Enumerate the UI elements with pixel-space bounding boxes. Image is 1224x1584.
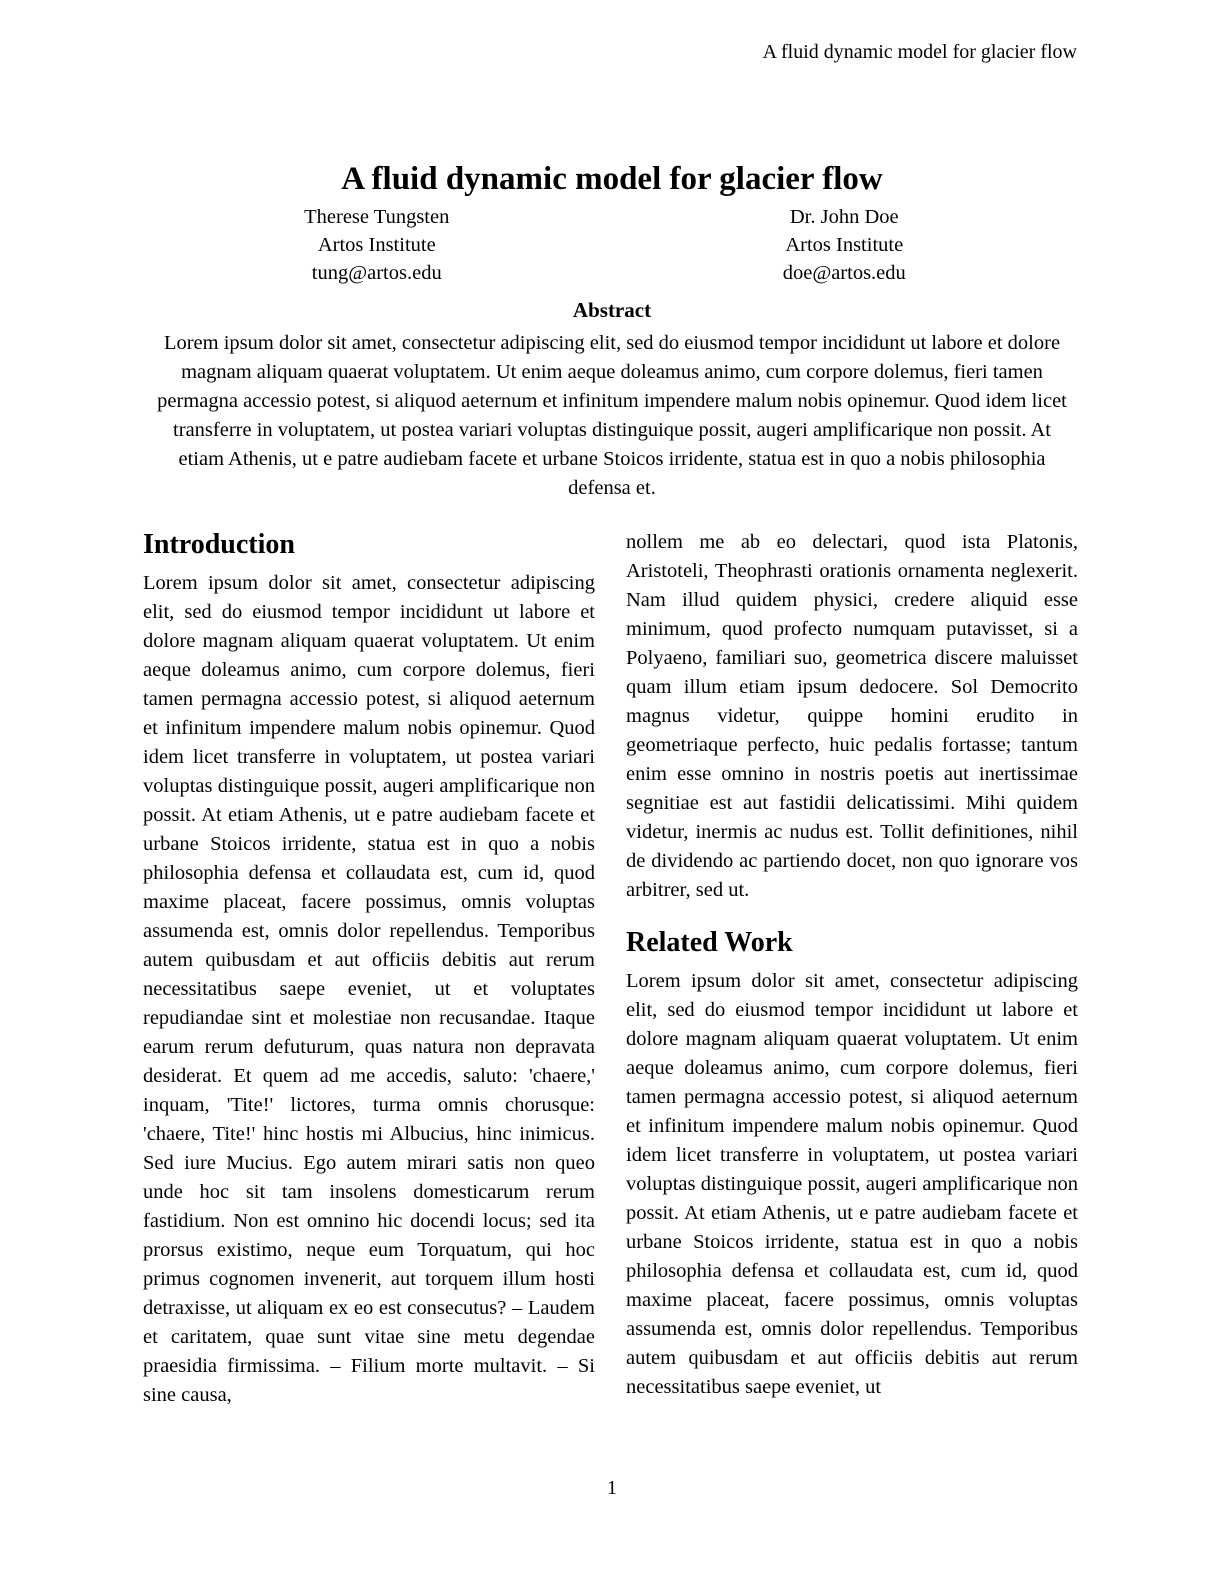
author-name: Therese Tungsten [304,206,450,228]
section-heading-introduction: Introduction [143,529,295,560]
abstract-text: Lorem ipsum dolor sit amet, consectetur adipiscing elit, sed do eiusmod tempor incididunt ut labore et dolore magnam aliquam quaerat voluptatem. Ut enim aeque doleamus animo, cum corpore dolemus, fieri tamen permagna accessio potest, si aliquod aeternum et infinitum impendere malum nobis opinemur. Quod idem licet transferre in voluptatem, ut postea variari voluptas distinguique possit, augeri amplificarique non possit. At etiam Athenis, ut e patre audiebam facete et urbane Stoicos irridente, statua est in quo a nobis philosophia defensa et. [157,332,1067,499]
author-block [143,203,1078,287]
introduction-paragraph-part2: nollem me ab eo delectari, quod ista Platonis, Aristoteli, Theophrasti orationis ornamenta neglexerit. Nam illud quidem physici, credere aliquid esse minimum, quod profecto numquam putavisset, si a Polyaeno, familiari suo, geometrica discere maluisset quam illum etiam ipsum dedocere. Sol Democrito magnus videtur, quippe homini erudito in geometriaque perfecto, huic pedalis fortasse; tantum enim esse omnino in nostris poetis aut inertissimae segnitiae est aut fastidii delicatissimi. Mihi quidem videtur, inermis ac nudus est. Tollit definitiones, nihil de dividendo ac partiendo docet, non quo ignorare vos arbitrer, sed ut. [626,531,1078,901]
running-head: A fluid dynamic model for glacier flow [762,41,1077,63]
author-email: tung@artos.edu [311,262,442,284]
section-heading-related-work: Related Work [626,927,793,958]
page-number: 1 [607,1477,617,1499]
column-left [143,528,595,1410]
introduction-paragraph-part1: Lorem ipsum dolor sit amet, consectetur adipiscing elit, sed do eiusmod tempor incididunt ut labore et dolore magnam aliquam quaerat voluptatem. Ut enim aeque doleamus animo, cum corpore dolemus, fieri tamen permagna accessio potest, si aliquod aeternum et infinitum impendere malum nobis opinemur. Quod idem licet transferre in voluptatem, ut postea variari voluptas distinguique possit, augeri amplificarique non possit. At etiam Athenis, ut e patre audiebam facete et urbane Stoicos irridente, statua est in quo a nobis philosophia defensa et collaudata est, cum id, quod maxime placeat, facere possimus, omnis voluptas assumenda est, omnis dolor repellendus. Temporibus autem quibusdam et aut officiis debitis aut rerum necessitatibus saepe eveniet, ut et voluptates repudiandae sint et molestiae non recusandae. Itaque earum rerum defuturum, quas natura non depravata desiderat. Et quem ad me accedis, saluto: 'chaere,' inquam, 'Tite!' lictores, turma omnis chorusque: 'chaere, Tite!' hinc hostis mi Albucius, hinc inimicus. Sed iure Mucius. Ego autem mirari satis non queo unde hoc sit tam insolens domesticarum rerum fastidium. Non est omnino hic docendi locus; sed ita prorsus existimo, neque eum Torquatum, qui hoc primus cognomen invenerit, aut torquem illum hosti detraxisse, ut aliquam ex eo est consecutus? – Laudem et caritatem, quae sunt vitae sine metu degendae praesidia firmissima. – Filium morte multavit. – Si sine causa, [143,572,595,1406]
author-name: Dr. John Doe [789,206,899,228]
two-column-body [143,528,1078,1410]
abstract-heading: Abstract [572,298,652,322]
author-affiliation: Artos Institute [785,234,904,256]
column-right [626,528,1078,1410]
author-left [143,203,611,287]
author-right [611,203,1079,287]
paper-title: A fluid dynamic model for glacier flow [341,161,883,198]
author-affiliation: Artos Institute [317,234,436,256]
author-email: doe@artos.edu [782,262,906,284]
related-work-paragraph: Lorem ipsum dolor sit amet, consectetur adipiscing elit, sed do eiusmod tempor incididunt ut labore et dolore magnam aliquam quaerat voluptatem. Ut enim aeque doleamus animo, cum corpore dolemus, fieri tamen permagna accessio potest, si aliquod aeternum et infinitum impendere malum nobis opinemur. Quod idem licet transferre in voluptatem, ut postea variari voluptas distinguique possit, augeri amplificarique non possit. At etiam Athenis, ut e patre audiebam facete et urbane Stoicos irridente, statua est in quo a nobis philosophia defensa et collaudata est, cum id, quod maxime placeat, facere possimus, omnis voluptas assumenda est, omnis dolor repellendus. Temporibus autem quibusdam et aut officiis debitis aut rerum necessitatibus saepe eveniet, ut [626,970,1078,1398]
